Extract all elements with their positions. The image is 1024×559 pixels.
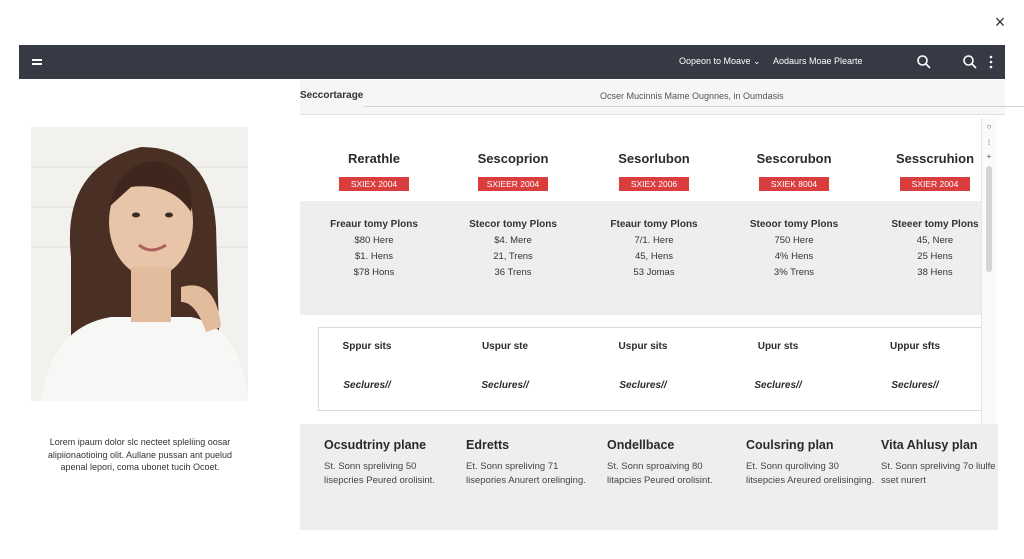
plan-column-2: [443, 151, 583, 192]
pricing-section: [300, 201, 982, 315]
detail-title: Ondellbace: [607, 438, 675, 452]
search-icon[interactable]: [916, 54, 932, 70]
top-nav-bar: [19, 45, 1005, 79]
price-line: 21, Trens: [493, 251, 533, 262]
price-line: 750 Here: [774, 235, 814, 246]
scrollbar-thumb[interactable]: [986, 166, 992, 272]
price-column-2: [443, 219, 583, 278]
plan-name: Sesorlubon: [618, 151, 690, 166]
plan-badge: SXIEK 8004: [759, 177, 829, 191]
price-column-3: [584, 219, 724, 278]
plan-name: Sesscruhion: [895, 151, 975, 166]
detail-description: Et. Sonn quroliving 30 litsepcies Areured orelisinging.: [746, 461, 875, 486]
secures-link[interactable]: Seclures//: [481, 380, 529, 391]
detail-column-3: [607, 438, 737, 488]
secures-link[interactable]: Seclures//: [891, 380, 939, 391]
detail-column-2: [466, 438, 596, 488]
search-icon[interactable]: [962, 54, 978, 70]
nav-link-more[interactable]: Aodaurs Moae Plearte: [773, 56, 863, 66]
detail-title: Edretts: [466, 438, 510, 452]
search-input[interactable]: [364, 86, 1024, 107]
plan-badge: SXIER 2004: [900, 177, 970, 191]
detail-column-4: [746, 438, 876, 488]
support-title: Uppur sfts: [890, 341, 940, 352]
plan-badge: SXIEX 2006: [619, 177, 689, 191]
price-title: Freaur tomy Plons: [330, 219, 418, 230]
bio-text: Lorem ipaum dolor slc necteet spleliing oosar alipiionaotioing olit. Aullane pussan ant puelud apenal lepori, coma ubonet tucih Ocoet.: [47, 437, 233, 472]
price-line: 36 Trens: [494, 267, 532, 278]
price-title: Steoor tomy Plons: [749, 219, 839, 230]
detail-description: Et. Sonn spreliving 71 lisepories Anurert orelinging.: [466, 461, 586, 486]
support-title: Upur sts: [757, 341, 799, 352]
detail-title: Ocsudtriny plane: [324, 438, 427, 452]
price-line: $1. Hens: [354, 251, 394, 262]
profile-photo: [31, 127, 248, 401]
hamburger-menu-icon[interactable]: [29, 53, 47, 71]
support-title: Uspur sits: [618, 341, 668, 352]
secures-link[interactable]: Seclures//: [754, 380, 802, 391]
plan-name: Rerathle: [347, 151, 401, 166]
detail-title: Coulsring plan: [746, 438, 834, 452]
nav-link-options[interactable]: Oopeon to Moave ⌄: [679, 56, 761, 66]
plan-column-4: [724, 151, 864, 192]
support-column-3: [573, 341, 713, 391]
more-vertical-icon[interactable]: [983, 54, 999, 70]
detail-column-5: [881, 438, 1011, 488]
support-column-5: [845, 341, 985, 391]
price-line: 25 Hens: [917, 251, 953, 262]
price-line: 4% Hens: [774, 251, 814, 262]
price-line: 38 Hens: [917, 267, 953, 278]
price-line: 7/1. Here: [634, 235, 674, 246]
price-title: Stecor tomy Plons: [469, 219, 557, 230]
price-line: 45, Nere: [916, 235, 954, 246]
support-column-1: [297, 341, 437, 391]
support-column-4: [708, 341, 848, 391]
price-line: $80 Here: [354, 235, 394, 246]
secures-link[interactable]: Seclures//: [343, 380, 391, 391]
plan-column-3: [584, 151, 724, 192]
price-line: $78 Hons: [353, 267, 395, 278]
price-line: $4. Mere: [494, 235, 532, 246]
price-line: 45, Hens: [634, 251, 674, 262]
vertical-scrollbar[interactable]: [981, 118, 996, 424]
support-title: Sppur sits: [342, 341, 392, 352]
close-icon[interactable]: ×: [994, 12, 1006, 32]
price-line: 3% Trens: [773, 267, 815, 278]
search-input-text: Ocser Mucinnis Mame Ougnnes, in Oumdasis: [600, 91, 784, 101]
search-bar: [300, 80, 1005, 115]
plan-details-section: [300, 424, 998, 530]
scroll-dots-icon[interactable]: ⁝: [987, 138, 991, 147]
search-label: Seccortarage: [300, 90, 364, 101]
plan-name: Sescoprion: [477, 151, 549, 166]
support-column-2: [435, 341, 575, 391]
secures-link[interactable]: Seclures//: [619, 380, 667, 391]
plan-badge: SXIEER 2004: [478, 177, 548, 191]
price-title: Fteaur tomy Plons: [610, 219, 698, 230]
price-title: Steeer tomy Plons: [891, 219, 979, 230]
plan-name: Sescorubon: [756, 151, 832, 166]
support-section: [318, 327, 982, 411]
scroll-plus-icon[interactable]: +: [986, 152, 992, 161]
detail-column-1: [324, 438, 454, 488]
plans-header: [300, 118, 982, 200]
support-title: Uspur ste: [481, 341, 529, 352]
scroll-circle-icon[interactable]: ○: [986, 122, 992, 131]
detail-description: St. Sonn spreliving 7o liulfe sset nurert: [881, 461, 996, 486]
price-column-1: [304, 219, 444, 278]
price-line: 53 Jomas: [633, 267, 675, 278]
plan-badge: SXIEX 2004: [339, 177, 409, 191]
price-column-4: [724, 219, 864, 278]
detail-title: Vita Ahlusy plan: [881, 438, 978, 452]
plan-column-1: [304, 151, 444, 192]
detail-description: St. Sonn sproaiving 80 litapcies Peured orolisint.: [607, 461, 713, 486]
detail-description: St. Sonn spreliving 50 lisepcries Peured orolisint.: [324, 461, 435, 486]
